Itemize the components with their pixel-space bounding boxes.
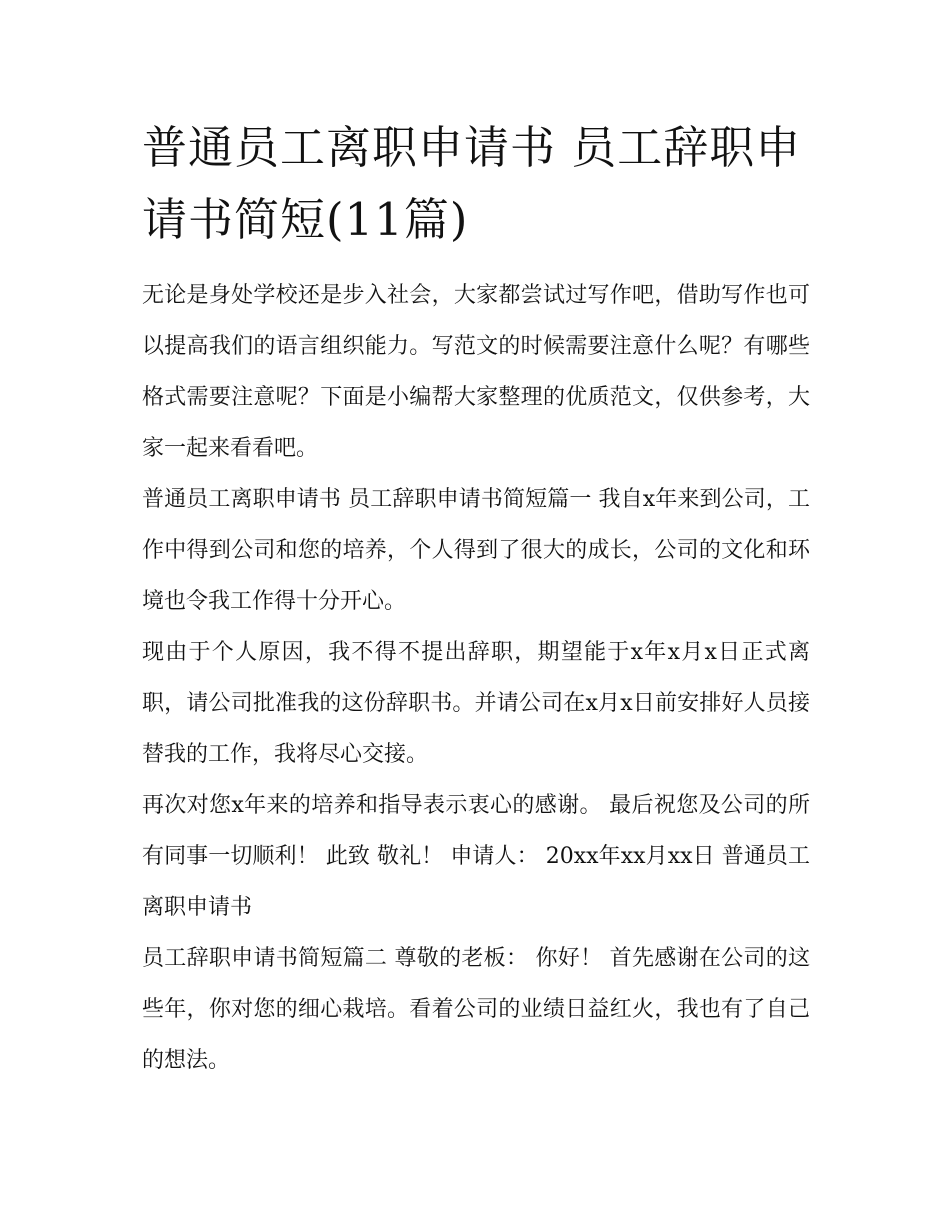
document-page	[142, 112, 810, 1086]
body-paragraph: 员工辞职申请书简短篇二 尊敬的老板： 你好！ 首先感谢在公司的这些年，你对您的细心栽培。看着公司的业绩日益红火，我也有了自己的想法。	[142, 946, 810, 1073]
body-paragraph: 现由于个人原因，我不得不提出辞职，期望能于x年x月x日正式离职，请公司批准我的这份辞职书。并请公司在x月x日前安排好人员接替我的工作，我将尽心交接。	[142, 640, 810, 767]
intro-paragraph: 无论是身处学校还是步入社会，大家都尝试过写作吧，借助写作也可以提高我们的语言组织能力。写范文的时候需要注意什么呢？有哪些格式需要注意呢？下面是小编帮大家整理的优质范文，仅供参考，大家一起来看看吧。	[142, 283, 810, 461]
body-paragraph: 普通员工离职申请书 员工辞职申请书简短篇一 我自x年来到公司，工作中得到公司和您的培养，个人得到了很大的成长，公司的文化和环境也令我工作得十分开心。	[142, 487, 810, 614]
document-title: 普通员工离职申请书 员工辞职申请书简短(11篇)	[142, 121, 802, 246]
body-paragraph: 再次对您x年来的培养和指导表示衷心的感谢。 最后祝您及公司的所有同事一切顺利！ 此致 敬礼！ 申请人： 20xx年xx月xx日 普通员工离职申请书	[142, 793, 810, 920]
